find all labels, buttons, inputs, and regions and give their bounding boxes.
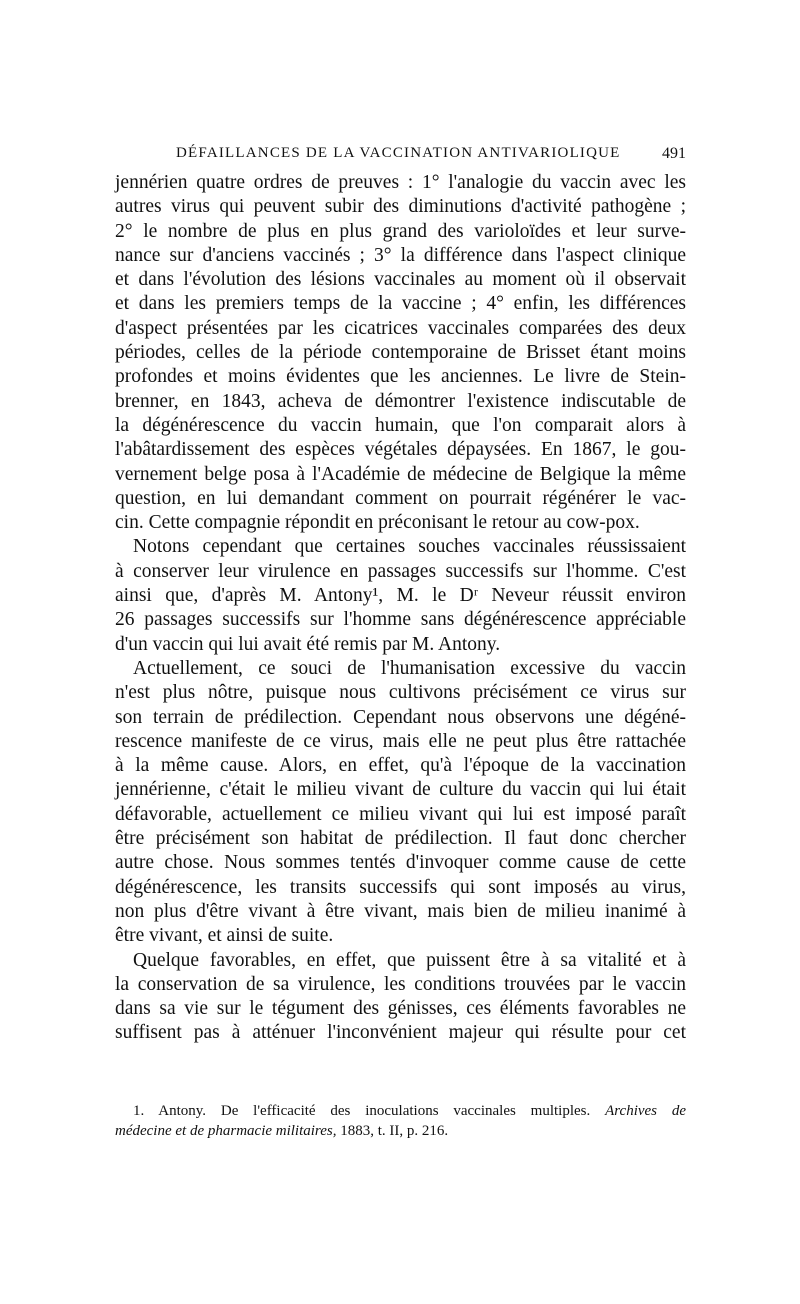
text-line: brenner, en 1843, acheva de démontrer l'existence indiscutable de	[115, 390, 686, 412]
footnote-line	[115, 1121, 686, 1141]
text-line: périodes, celles de la période contemporaine de Brisset étant moins	[115, 342, 686, 364]
text-line: Actuellement, ce souci de l'humanisation excessive du vaccin	[133, 657, 686, 679]
text-line: cin. Cette compagnie répondit en préconisant le retour au cow-pox.	[115, 512, 640, 534]
footnote-journal: Archives de	[605, 1103, 687, 1119]
text-line: autres virus qui peuvent subir des diminutions d'activité pathogène ;	[115, 196, 686, 218]
text-line: non plus d'être vivant à être vivant, mais bien de milieu inanimé à	[115, 900, 686, 922]
text-line: son terrain de prédilection. Cependant nous observons une dégéné-	[115, 706, 686, 728]
running-title: DÉFAILLANCES DE LA VACCINATION ANTIVARIOLIQUE	[176, 145, 621, 161]
text-line: défavorable, actuellement ce milieu vivant qui lui est imposé paraît	[115, 803, 686, 825]
text-line: vernement belge posa à l'Académie de médecine de Belgique la même	[115, 463, 686, 485]
footnote-line	[115, 1101, 686, 1121]
text-line: dans sa vie sur le tégument des génisses, ces éléments favorables ne	[115, 998, 686, 1020]
text-line: n'est plus nôtre, puisque nous cultivons précisément ce virus sur	[115, 682, 686, 704]
text-line: dégénérescence, les transits successifs qui sont imposés au virus,	[115, 876, 686, 898]
footnote-citation: 1. Antony. De l'efficacité des inoculations vaccinales multiples.	[133, 1103, 591, 1119]
text-line: autre chose. Nous sommes tentés d'invoquer comme cause de cette	[115, 852, 686, 874]
footnote-reference: 1883, t. II, p. 216.	[340, 1123, 449, 1139]
text-line: la dégénérescence du vaccin humain, que l'on comparait alors à	[115, 414, 686, 436]
body-text	[115, 171, 686, 1046]
text-line: profondes et moins évidentes que les anciennes. Le livre de Stein-	[115, 366, 686, 388]
text-line: question, en lui demandant comment on pourrait régénérer le vac-	[115, 487, 686, 509]
text-line: l'abâtardissement des espèces végétales dépaysées. En 1867, le gou-	[115, 439, 686, 461]
running-head	[140, 145, 686, 169]
text-line: et dans les premiers temps de la vaccine ; 4° enfin, les différences	[115, 293, 686, 315]
text-line: et dans l'évolution des lésions vaccinales au moment où il observait	[115, 269, 686, 291]
footnote	[115, 1101, 686, 1141]
text-line: d'aspect présentées par les cicatrices vaccinales comparées des deux	[115, 317, 686, 339]
text-line: ainsi que, d'après M. Antony¹, M. le Dʳ Neveur réussit environ	[115, 585, 686, 607]
text-line: être vivant, et ainsi de suite.	[115, 925, 334, 947]
text-line: d'un vaccin qui lui avait été remis par M. Antony.	[115, 633, 501, 655]
text-line: 2° le nombre de plus en plus grand des varioloïdes et leur surve-	[115, 220, 686, 242]
text-line: Notons cependant que certaines souches vaccinales réussissaient	[133, 536, 686, 558]
text-line: être précisément son habitat de prédilection. Il faut donc chercher	[115, 828, 686, 850]
page-number: 491	[662, 145, 686, 162]
text-line: suffisent pas à atténuer l'inconvénient majeur qui résulte pour cet	[115, 1022, 686, 1044]
text-line: jennérien quatre ordres de preuves : 1° l'analogie du vaccin avec les	[115, 172, 686, 193]
text-line: 26 passages successifs sur l'homme sans dégénérescence appréciable	[115, 609, 686, 631]
text-line: nance sur d'anciens vaccinés ; 3° la différence dans l'aspect clinique	[115, 244, 686, 266]
footnote-journal: médecine et de pharmacie militaires,	[115, 1123, 337, 1139]
text-line: à conserver leur virulence en passages successifs sur l'homme. C'est	[115, 560, 686, 582]
text-line: à la même cause. Alors, en effet, qu'à l'époque de la vaccination	[115, 755, 686, 777]
text-line: la conservation de sa virulence, les conditions trouvées par le vaccin	[115, 973, 686, 995]
text-line: rescence manifeste de ce virus, mais elle ne peut plus être rattachée	[115, 730, 686, 752]
text-line: Quelque favorables, en effet, que puissent être à sa vitalité et à	[133, 949, 686, 971]
text-line: jennérienne, c'était le milieu vivant de culture du vaccin qui lui était	[115, 779, 686, 801]
